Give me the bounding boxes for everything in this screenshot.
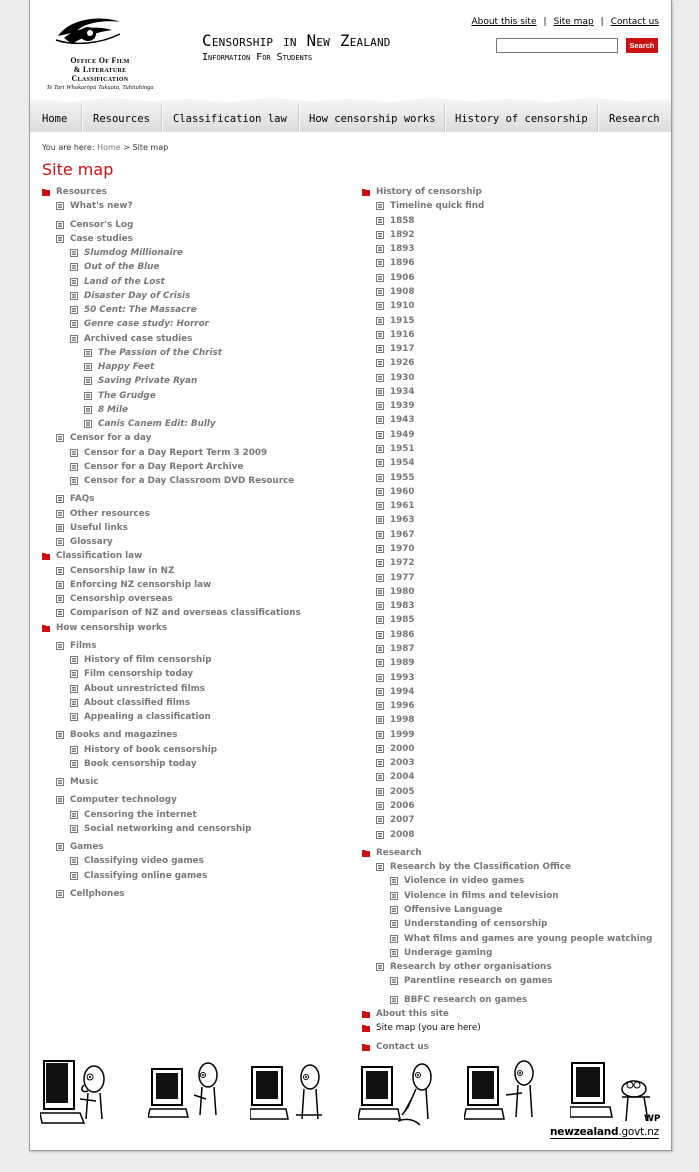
page-icon <box>376 531 384 539</box>
page-icon <box>56 843 64 851</box>
page-icon <box>376 431 384 439</box>
page-icon <box>56 731 64 739</box>
sitemap-item-label: 1970 <box>390 544 415 554</box>
artist-signature: WP <box>644 1114 661 1124</box>
search-button[interactable]: Search <box>626 38 658 53</box>
sitemap-item-label: About this site <box>376 1008 449 1019</box>
sitemap-item-label: Censor's Log <box>70 219 134 230</box>
govt-site-suffix: .govt.nz <box>618 1126 659 1138</box>
eye-logo-icon <box>54 14 124 50</box>
page-icon <box>70 249 78 257</box>
page-icon <box>376 374 384 382</box>
sitemap-item-label: Censor for a day <box>70 433 152 444</box>
page-icon <box>376 674 384 682</box>
page-icon <box>56 890 64 898</box>
sitemap-item-label: 2007 <box>390 815 415 826</box>
sitemap-item-label: Film censorship today <box>84 669 194 680</box>
page-icon <box>390 949 398 957</box>
page <box>29 0 672 1151</box>
sitemap-item-label: 1986 <box>390 629 415 640</box>
sitemap-item-label: Offensive Language <box>404 905 503 915</box>
page-icon <box>376 616 384 624</box>
page-icon <box>376 416 384 424</box>
nav-separator <box>81 104 83 132</box>
sitemap-item-label: Cellphones <box>70 888 125 899</box>
sitemap-item-label: FAQs <box>70 494 95 505</box>
sitemap-item-label: Censoring the internet <box>84 809 197 820</box>
folder-icon <box>362 188 370 196</box>
sitemap-item-label: Violence in video games <box>404 876 525 887</box>
cartoon-person-at-computer-2 <box>148 1055 228 1127</box>
page-icon <box>70 335 78 343</box>
sitemap-item-label: Comparison of NZ and overseas classifications <box>70 608 301 619</box>
about-this-site-link[interactable]: About this site <box>471 17 537 27</box>
sitemap-item-label: Classifying online games <box>84 870 208 881</box>
page-icon <box>84 420 92 428</box>
sitemap-item-label: Games <box>70 842 104 852</box>
sitemap-item-label: 2008 <box>390 829 415 840</box>
sitemap-item-label: 1915 <box>390 315 415 326</box>
sitemap-item-label: Violence in films and television <box>404 890 559 901</box>
logo-line-2: & Literature <box>73 65 127 74</box>
page-icon <box>376 759 384 767</box>
sitemap-item-label: Out of the Blue <box>84 262 160 273</box>
page-icon <box>376 459 384 467</box>
sitemap-item-label: Films <box>70 640 97 651</box>
sitemap-item-label: Disaster Day of Crisis <box>84 290 191 301</box>
sitemap-item-label: 1896 <box>390 258 415 269</box>
sitemap-item-label: 1943 <box>390 415 415 426</box>
sitemap-item-label: Classifying video games <box>84 856 204 867</box>
page-icon <box>390 906 398 914</box>
utility-separator: | <box>543 17 547 27</box>
search-input[interactable] <box>496 38 618 53</box>
sitemap-item-label: 1893 <box>390 244 415 255</box>
nav-classification-law[interactable]: Classification law <box>173 113 287 125</box>
page-icon <box>70 463 78 471</box>
page-icon <box>84 349 92 357</box>
sitemap-item-label: History of book censorship <box>84 744 218 755</box>
page-icon <box>56 538 64 546</box>
page-icon <box>70 746 78 754</box>
page-icon <box>70 306 78 314</box>
sitemap-item-label: 2006 <box>390 801 415 812</box>
page-title: Site map <box>42 160 114 179</box>
page-icon <box>390 996 398 1004</box>
page-icon <box>376 402 384 410</box>
page-icon <box>376 788 384 796</box>
sitemap-item-label: 1951 <box>390 444 415 455</box>
sitemap-item-label: 50 Cent: The Massacre <box>84 305 197 315</box>
page-icon <box>376 745 384 753</box>
page-icon <box>376 331 384 339</box>
sitemap-item-label: 1985 <box>390 615 415 626</box>
sitemap-item-label: 1892 <box>390 229 415 240</box>
sitemap-item-label: About classified films <box>84 697 191 708</box>
sitemap-item-label: 2004 <box>390 772 415 783</box>
sitemap-item-label: Contact us <box>376 1041 429 1052</box>
cartoon-person-at-computer-3 <box>250 1055 330 1127</box>
sitemap-item-label: 1989 <box>390 658 415 669</box>
page-icon <box>376 863 384 871</box>
sitemap-item-label: How censorship works <box>56 622 168 633</box>
sitemap-item-label: 1949 <box>390 429 415 440</box>
sitemap-item-label: Censorship overseas <box>70 594 173 604</box>
page-icon <box>376 488 384 496</box>
page-icon <box>376 274 384 282</box>
page-icon <box>376 516 384 524</box>
nav-research[interactable]: Research <box>609 113 660 125</box>
sitemap-item-label: History of censorship <box>376 187 482 197</box>
sitemap-item-label: The Passion of the Christ <box>98 347 222 358</box>
sitemap-item-label: Censor for a Day Report Archive <box>84 461 244 472</box>
page-icon <box>84 392 92 400</box>
sitemap-item-label: Timeline quick find <box>390 201 485 212</box>
page-icon <box>376 702 384 710</box>
sitemap-item-label: History of film censorship <box>84 655 212 665</box>
page-icon <box>56 235 64 243</box>
govt-site-name: newzealand <box>550 1126 619 1138</box>
sitemap-item-label: 1980 <box>390 586 415 597</box>
page-icon <box>56 202 64 210</box>
sitemap-item-label: Music <box>70 777 99 787</box>
sitemap-item-label: 1993 <box>390 672 415 683</box>
sitemap-item-label: Land of the Lost <box>84 276 165 287</box>
sitemap-item-label: Computer technology <box>70 795 177 806</box>
sitemap-item-label: 1858 <box>390 215 415 226</box>
folder-icon <box>362 1010 370 1018</box>
page-icon <box>390 935 398 943</box>
page-icon <box>376 502 384 510</box>
page-icon <box>376 245 384 253</box>
page-icon <box>390 892 398 900</box>
sitemap-item-label: Underage gaming <box>404 947 493 958</box>
folder-icon <box>42 188 50 196</box>
page-icon <box>376 231 384 239</box>
sitemap-item-label: 2000 <box>390 743 415 754</box>
sitemap-item-label: Other resources <box>70 508 150 519</box>
folder-icon <box>362 849 370 857</box>
newzealand-govt-link[interactable] <box>550 1126 659 1139</box>
page-icon <box>376 445 384 453</box>
sitemap-item-label: 1994 <box>390 686 415 697</box>
sitemap-item-label: Censor for a Day Report Term 3 2009 <box>84 447 268 458</box>
page-icon <box>376 731 384 739</box>
sitemap-item-label: Enforcing NZ censorship law <box>70 579 212 590</box>
page-icon <box>84 363 92 371</box>
sitemap-item-label: 1917 <box>390 344 415 355</box>
breadcrumb-home-link[interactable]: Home <box>97 143 121 152</box>
page-icon <box>376 716 384 724</box>
cartoon-person-at-computer-6 <box>570 1055 662 1127</box>
logo-maori-name: Te Tari Whakarōpū Tukuata, Tuhituhinga <box>46 84 154 91</box>
contact-us-link[interactable]: Contact us <box>610 17 659 27</box>
sitemap-item-label: Slumdog Millionaire <box>84 248 183 258</box>
sitemap-item-label: 1906 <box>390 272 415 283</box>
page-icon <box>70 449 78 457</box>
breadcrumb-prefix: You are here: <box>42 143 95 152</box>
page-icon <box>376 474 384 482</box>
sitemap-item-label: 1987 <box>390 643 415 654</box>
sitemap-item-label: 1910 <box>390 301 415 312</box>
page-icon <box>390 920 398 928</box>
sitemap-item-label: About unrestricted films <box>84 683 205 694</box>
sitemap-item-label: 1926 <box>390 358 415 369</box>
nav-how-censorship-works[interactable]: How censorship works <box>309 113 436 125</box>
page-icon <box>376 545 384 553</box>
page-icon <box>70 857 78 865</box>
sitemap-item-label: Case studies <box>70 233 133 244</box>
folder-icon <box>42 624 50 632</box>
page-icon <box>70 685 78 693</box>
page-icon <box>56 595 64 603</box>
nav-home[interactable]: Home <box>42 113 68 125</box>
sitemap-item-label: 1963 <box>390 515 415 526</box>
sitemap-item-label: Research by other organisations <box>390 962 552 973</box>
page-icon <box>376 359 384 367</box>
sitemap-item-label: Book censorship today <box>84 758 197 769</box>
nav-separator <box>298 104 300 132</box>
page-icon <box>376 217 384 225</box>
sitemap-item-label: Appealing a classification <box>84 712 211 722</box>
page-icon <box>70 656 78 664</box>
sitemap-item-label: 1998 <box>390 715 415 726</box>
page-icon <box>376 574 384 582</box>
breadcrumb-separator: > <box>123 143 130 152</box>
page-icon <box>70 872 78 880</box>
site-map-link[interactable]: Site map <box>553 17 594 27</box>
sitemap-item-label: 8 Mile <box>98 404 128 415</box>
sitemap-item-label: 1939 <box>390 401 415 412</box>
sitemap-item-label: What's new? <box>70 201 133 212</box>
sitemap-item-label: BBFC research on games <box>404 994 528 1005</box>
page-icon <box>376 773 384 781</box>
sitemap-item-label: Glossary <box>70 537 113 547</box>
page-icon <box>390 977 398 985</box>
torn-paper-edge <box>30 96 671 104</box>
page-icon <box>70 825 78 833</box>
logo-line-1: Office Of Film <box>70 56 130 65</box>
page-icon <box>376 288 384 296</box>
utility-links <box>471 17 659 27</box>
page-icon <box>56 796 64 804</box>
sitemap-item-label: Canis Canem Edit: Bully <box>98 419 216 429</box>
sitemap-item-label: Saving Private Ryan <box>98 376 198 387</box>
site-subtitle: Information For Students <box>202 52 313 63</box>
page-icon <box>376 559 384 567</box>
logo-wordmark <box>40 56 160 83</box>
sitemap-item-label: 1967 <box>390 529 415 540</box>
utility-separator: | <box>600 17 604 27</box>
sitemap-item-label: 1908 <box>390 286 415 297</box>
sitemap-item-label: 2005 <box>390 786 415 797</box>
sitemap-item-label: Research <box>376 847 422 858</box>
sitemap-item-label: 1934 <box>390 386 415 397</box>
page-icon <box>376 831 384 839</box>
nav-separator <box>597 104 599 132</box>
sitemap-item-label: Social networking and censorship <box>84 823 252 834</box>
page-icon <box>376 963 384 971</box>
page-icon <box>70 292 78 300</box>
nav-history-of-censorship[interactable]: History of censorship <box>455 113 588 125</box>
sitemap-item-label: 1996 <box>390 701 415 712</box>
page-icon <box>376 816 384 824</box>
sitemap-item-label: 1954 <box>390 458 415 469</box>
sitemap-item-label: Books and magazines <box>70 730 178 741</box>
page-icon <box>70 713 78 721</box>
sitemap-item-label: 1977 <box>390 572 415 583</box>
page-icon <box>376 317 384 325</box>
sitemap-item-label: Site map (you are here) <box>376 1023 481 1034</box>
sitemap-item-label: Censorship law in NZ <box>70 565 175 576</box>
site-title: Censorship in New Zealand <box>202 31 391 50</box>
sitemap-item-label: 2003 <box>390 758 415 769</box>
page-icon <box>376 645 384 653</box>
sitemap-item-label: 1960 <box>390 486 415 497</box>
sitemap-item-label: 1983 <box>390 601 415 612</box>
page-icon <box>376 388 384 396</box>
page-icon <box>56 221 64 229</box>
sitemap-item-label: Censor for a Day Classroom DVD Resource <box>84 476 295 486</box>
nav-separator <box>161 104 163 132</box>
page-icon <box>84 377 92 385</box>
sitemap-item-label: 1961 <box>390 501 415 512</box>
page-icon <box>376 602 384 610</box>
page-icon <box>56 495 64 503</box>
page-icon <box>70 811 78 819</box>
page-icon <box>70 320 78 328</box>
page-icon <box>376 302 384 310</box>
sitemap-item-label: Research by the Classification Office <box>390 862 571 873</box>
page-icon <box>70 670 78 678</box>
breadcrumb-current: Site map <box>132 143 169 152</box>
nav-separator <box>444 104 446 132</box>
page-icon <box>70 477 78 485</box>
page-icon <box>56 581 64 589</box>
sitemap-item-label: Archived case studies <box>84 333 193 344</box>
page-icon <box>376 588 384 596</box>
page-icon <box>70 278 78 286</box>
page-icon <box>376 631 384 639</box>
breadcrumb <box>42 143 168 152</box>
sitemap-item-label: 1999 <box>390 729 415 740</box>
sitemap-item-label: 1916 <box>390 329 415 340</box>
sitemap-item-label: Classification law <box>56 551 143 562</box>
sitemap-item-label: Resources <box>56 187 108 197</box>
page-icon <box>56 567 64 575</box>
page-icon <box>390 877 398 885</box>
folder-icon <box>362 1024 370 1032</box>
sitemap-item-label: 1972 <box>390 558 415 569</box>
sitemap-item-label: 1955 <box>390 472 415 483</box>
sitemap-item-label: The Grudge <box>98 390 156 401</box>
page-icon <box>56 609 64 617</box>
page-icon <box>376 345 384 353</box>
page-icon <box>56 434 64 442</box>
page-icon <box>376 802 384 810</box>
sitemap-item-label: Useful links <box>70 522 128 533</box>
sitemap-item-label: 1930 <box>390 372 415 383</box>
page-icon <box>376 688 384 696</box>
sitemap-item-label: Genre case study: Horror <box>84 319 210 330</box>
page-icon <box>376 202 384 210</box>
cartoon-person-at-computer-5 <box>464 1055 546 1127</box>
sitemap-item-label: Happy Feet <box>98 362 155 372</box>
cartoon-person-at-computer-1 <box>40 1055 122 1127</box>
page-icon <box>70 263 78 271</box>
page-icon <box>84 406 92 414</box>
cartoon-person-at-computer-4 <box>358 1055 442 1127</box>
folder-icon <box>42 552 50 560</box>
sitemap-item-label: Parentline research on games <box>404 976 553 987</box>
sitemap-item-label: What films and games are young people watching <box>404 933 653 944</box>
page-icon <box>376 659 384 667</box>
nav-resources[interactable]: Resources <box>93 113 150 125</box>
ofc-logo[interactable] <box>40 12 160 91</box>
sitemap-item-label: Understanding of censorship <box>404 919 548 930</box>
page-icon <box>70 699 78 707</box>
folder-icon <box>362 1043 370 1051</box>
page-icon <box>70 760 78 768</box>
page-icon <box>56 524 64 532</box>
page-icon <box>376 259 384 267</box>
page-icon <box>56 642 64 650</box>
page-icon <box>56 778 64 786</box>
logo-line-3: Classification <box>71 74 129 83</box>
page-icon <box>56 510 64 518</box>
